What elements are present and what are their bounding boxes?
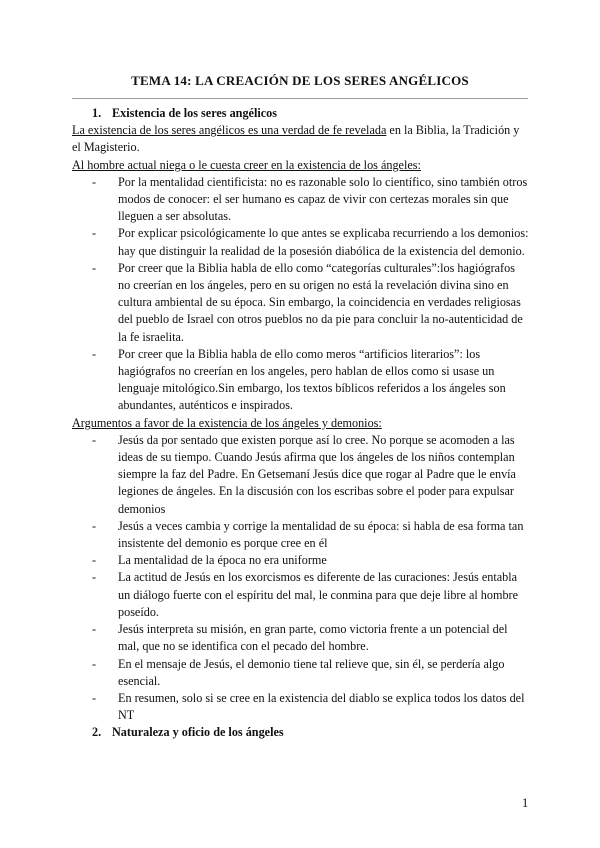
list-item [72,569,530,621]
dash-bullet: - [92,432,97,447]
list-item-text: En resumen, solo si se cree en la existencia del diablo se explica todos los datos del NT [118,690,525,723]
list-item [72,346,530,415]
section-heading-2 [92,724,530,741]
list-item-text: En el mensaje de Jesús, el demonio tiene tal relieve que, sin él, se perdería algo esencial. [118,656,505,688]
dash-bullet: - [92,622,97,637]
dash-bullet: - [92,570,97,585]
list-item-text: Jesús a veces cambia y corrige la mentalidad de su época: si habla de esa forma tan insistente del demonio es porque cree en él [118,518,524,551]
group-heading-arguments: Argumentos a favor de la existencia de los ángeles y demonios: [72,415,382,430]
dash-bullet: - [92,260,97,275]
dash-bullet: - [92,690,97,705]
arguments-list [72,432,530,724]
list-item-text: Jesús interpreta su misión, en gran parte, como victoria frente a un potencial del mal, que no se identifica con el pecado del hombre. [118,622,508,654]
list-item-text: Por explicar psicológicamente lo que antes se explicaba recurriendo a los demonios: hay que distinguir la realidad de la posesión diabólica de la existencia del demonio. [118,226,529,258]
intro-rest: en la Biblia, la Tradición y el Magisterio. [72,123,520,155]
document-body [72,105,530,742]
title-divider [72,98,528,99]
dash-bullet: - [92,174,97,189]
section-title: Naturaleza y oficio de los ángeles [112,725,284,740]
group-heading-objections: Al hombre actual niega o le cuesta creer en la existencia de los ángeles: [72,157,421,172]
list-item [72,260,530,346]
section-heading-1 [92,105,530,122]
list-item [72,690,530,724]
list-item [72,518,530,552]
list-item [72,432,530,518]
objections-list [72,174,530,415]
dash-bullet: - [92,226,97,241]
section-number: 1. [92,106,102,120]
dash-bullet: - [92,656,97,671]
list-item-text: Por la mentalidad cientificista: no es razonable solo lo científico, sino también otros modos de conocer: el ser humano es capaz de vivir con certezas morales sin que lleguen a ser absolutas. [118,174,528,224]
list-item [72,174,530,226]
list-item [72,656,530,690]
list-item-text: Por creer que la Biblia habla de ello como meros “artificios literarios”: los hagiógrafos no creerían en los angeles, pero hablan de ellos como si usase un lenguaje mitológico.Sin embargo, los textos bíblicos referidos a los ángeles son abundantes, auténticos e inspirados. [118,346,506,413]
dash-bullet: - [92,518,97,533]
page-title: TEMA 14: LA CREACIÓN DE LOS SERES ANGÉLICOS [131,73,469,88]
list-item-text: La actitud de Jesús en los exorcismos es diferente de las curaciones: Jesús entabla un diálogo fuerte con el espíritu del mal, le conmina para que deje libre al hombre poseído. [118,570,519,619]
intro-paragraph [72,122,530,156]
dash-bullet: - [92,553,97,568]
dash-bullet: - [92,346,97,361]
section-number: 2. [92,725,102,740]
section-title: Existencia de los seres angélicos [112,106,277,120]
page-number: 1 [522,796,529,810]
list-item-text: La mentalidad de la época no era uniforme [118,553,327,568]
list-item [72,621,530,655]
list-item [72,552,530,569]
list-item-text: Jesús da por sentado que existen porque así lo cree. No porque se acomoden a las ideas de su tiempo. Cuando Jesús afirma que los ángeles de los niños contemplan siempre la faz del Padre. En Getsemaní Jesús dice que rogar al Padre que le envía legiones de ángeles. En la discusión con los escribas sobre el poder para expulsar demonios [118,432,516,516]
intro-underlined: La existencia de los seres angélicos es una verdad de fe revelada [72,123,387,138]
list-item-text: Por creer que la Biblia habla de ello como “categorías culturales”:los hagiógrafos no creerían en los ángeles, pero en su origen no está la revelación divina sino en cultura ambiental de su época. Sin embargo, la coincidencia en verdades religiosas del pueblo de Israel con otros pueblos no da pie para concluir la no-autenticidad de la fe israelita. [118,260,523,344]
list-item [72,225,530,259]
